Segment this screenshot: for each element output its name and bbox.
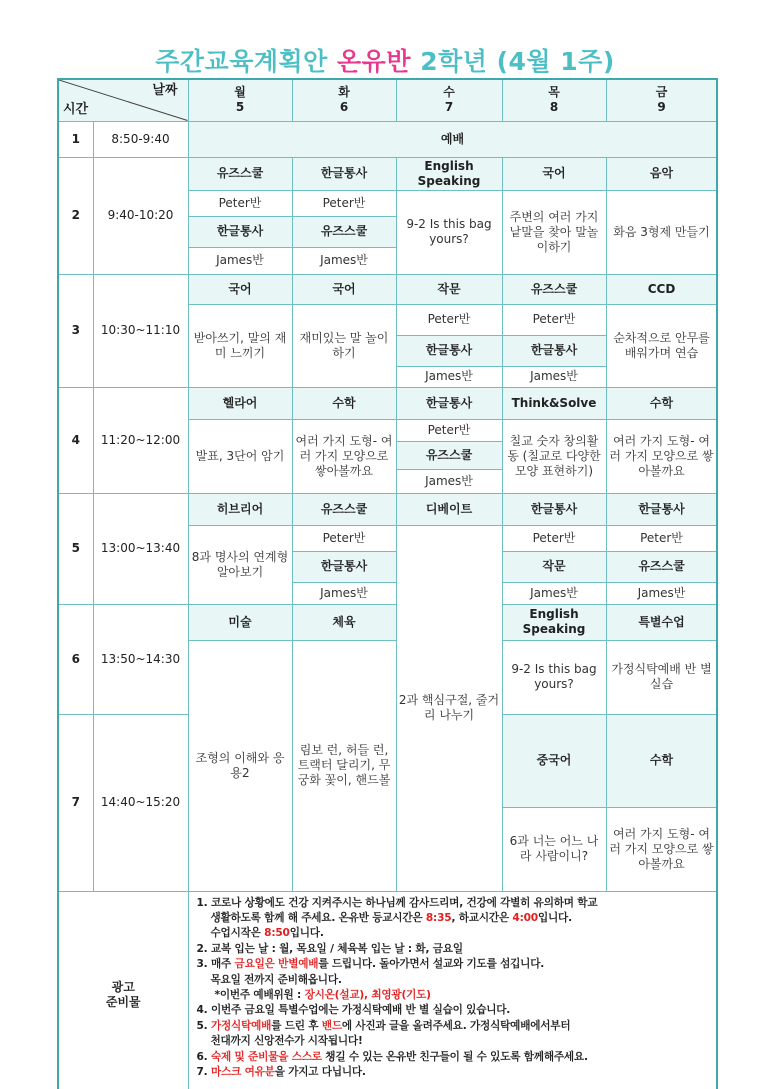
subject-cell: 한글통사 [502,493,606,525]
subject-cell: 수학 [606,714,717,807]
subject-cell: 디베이트 [396,493,502,525]
period-number: 1 [58,121,93,157]
header-tuesday: 화 6 [292,79,396,121]
title-grade-week: 2학년 (4월 1주) [420,47,615,76]
period-time: 9:40-10:20 [93,157,188,274]
corner-time-label: 시간 [63,102,89,118]
subject-cell: 작문 [396,274,502,304]
page-title [0,42,770,78]
notice-item: 6. 숙제 및 준비물을 스스로 챙길 수 있는 온유반 친구들이 될 수 있도록 함께해주세요. [196,1050,588,1063]
notice-item: 3. 매주 금요일은 반별예배를 드립니다. 돌아가면서 설교와 기도를 섬깁니다. [196,958,545,971]
subject-cell: 특별수업 [606,604,717,640]
weekly-schedule-table [57,78,718,1089]
period-number: 2 [58,157,93,274]
content-cell: 순차적으로 안무를 배워가며 연습 [606,304,717,387]
content-cell: 2과 핵심구절, 줄거리 나누기 [396,525,502,891]
notice-item: 목요일 전까지 준비해옵니다. [210,973,342,986]
content-cell: 여러 가지 도형- 여러 가지 모양으로 쌓아볼까요 [292,419,396,493]
subject-cell: 국어 [292,274,396,304]
title-main: 주간교육계획안 [155,47,328,76]
class-cell: Peter반 [292,525,396,551]
subject-cell: 한글통사 [502,335,606,366]
content-cell: 9-2 Is this bag yours? [396,190,502,274]
subject-cell: 유즈스쿨 [292,216,396,247]
notice-item: *이번주 예배위원 : 장시온(설교), 최영광(기도) [214,988,431,1001]
period-time: 11:20~12:00 [93,387,188,493]
subject-cell: 유즈스쿨 [188,157,292,190]
header-wednesday: 수 7 [396,79,502,121]
subject-cell: English Speaking [502,604,606,640]
corner-date-label: 날짜 [152,83,178,98]
period-number: 4 [58,387,93,493]
notice-heading-supplies: 준비물 [105,994,141,1009]
notice-item: 천대까지 신앙전수가 시작됩니다! [210,1035,363,1048]
period-time: 10:30~11:10 [93,274,188,387]
notice-heading-ad: 광고 [111,979,135,994]
class-cell: Peter반 [188,190,292,216]
content-cell: 림보 런, 허들 런, 트랙터 달리기, 무궁화 꽃이, 핸드볼 [292,640,396,891]
notice-item: 수업시작은 8:50입니다. [210,927,324,940]
class-cell: James반 [292,247,396,274]
subject-cell: 유즈스쿨 [606,551,717,582]
worship-cell: 예배 [188,121,717,157]
notice-content [188,891,717,1089]
subject-cell: 음악 [606,157,717,190]
subject-cell: 한글통사 [606,493,717,525]
period-time: 14:40~15:20 [93,714,188,891]
period-time: 13:50~14:30 [93,604,188,714]
content-cell: 9-2 Is this bag yours? [502,640,606,714]
class-cell: James반 [188,247,292,274]
content-cell: 가정식탁예배 반 별 실습 [606,640,717,714]
content-cell: 6과 너는 어느 나라 사람이니? [502,807,606,891]
subject-cell: 유즈스쿨 [502,274,606,304]
subject-cell: 헬라어 [188,387,292,419]
notice-item: 7. 마스크 여유분을 가지고 다닙니다. [196,1065,366,1078]
period-number: 5 [58,493,93,604]
subject-cell: 히브리어 [188,493,292,525]
content-cell: 재미있는 말 놀이하기 [292,304,396,387]
period-time: 8:50-9:40 [93,121,188,157]
subject-cell: 수학 [606,387,717,419]
header-thursday: 목 8 [502,79,606,121]
subject-cell: 국어 [188,274,292,304]
period-time: 13:00~13:40 [93,493,188,604]
subject-cell: 한글통사 [396,335,502,366]
subject-cell: 한글통사 [188,216,292,247]
subject-cell: 체육 [292,604,396,640]
content-cell: 칠교 숫자 창의활동 (칠교로 다양한 모양 표현하기) [502,419,606,493]
class-cell: Peter반 [396,419,502,441]
subject-cell: 유즈스쿨 [292,493,396,525]
subject-cell: 작문 [502,551,606,582]
class-cell: James반 [396,469,502,493]
class-cell: Peter반 [502,525,606,551]
period-number: 3 [58,274,93,387]
class-cell: James반 [606,582,717,604]
subject-cell: 국어 [502,157,606,190]
content-cell: 발표, 3단어 암기 [188,419,292,493]
notice-item: 생활하도록 함께 해 주세요. 온유반 등교시간은 8:35, 하교시간은 4:00입니다. [210,911,572,924]
class-cell: James반 [502,582,606,604]
notice-heading [58,891,188,1089]
content-cell: 주변의 여러 가지 낱말을 찾아 말놀이하기 [502,190,606,274]
notice-list [197,896,711,1081]
content-cell: 화음 3형제 만들기 [606,190,717,274]
class-cell: Peter반 [606,525,717,551]
class-cell: Peter반 [396,304,502,335]
class-cell: James반 [292,582,396,604]
header-friday: 금 9 [606,79,717,121]
header-corner [58,79,188,121]
subject-cell: 중국어 [502,714,606,807]
content-cell: 조형의 이해와 응용2 [188,640,292,891]
period-number: 7 [58,714,93,891]
subject-cell: 미술 [188,604,292,640]
subject-cell: 한글통사 [292,551,396,582]
class-cell: Peter반 [502,304,606,335]
period-number: 6 [58,604,93,714]
subject-cell: Think&Solve [502,387,606,419]
subject-cell: 한글통사 [396,387,502,419]
subject-cell: 유즈스쿨 [396,441,502,469]
title-class: 온유반 [337,47,411,76]
subject-cell: 한글통사 [292,157,396,190]
header-monday: 월 5 [188,79,292,121]
subject-cell: 수학 [292,387,396,419]
content-cell: 여러 가지 도형- 여러 가지 모양으로 쌓아볼까요 [606,419,717,493]
notice-item: 5. 가정식탁예배를 드린 후 밴드에 사진과 글을 올려주세요. 가정식탁예배에서부터 [196,1019,571,1032]
notice-item: 2. 교복 입는 날 : 월, 목요일 / 체육복 입는 날 : 화, 금요일 [196,942,463,955]
content-cell: 받아쓰기, 말의 재미 느끼기 [188,304,292,387]
subject-cell: CCD [606,274,717,304]
class-cell: James반 [396,366,502,387]
class-cell: Peter반 [292,190,396,216]
notice-item: 4. 이번주 금요일 특별수업에는 가정식탁예배 반 별 실습이 있습니다. [196,1004,511,1017]
content-cell: 8과 명사의 연계형 알아보기 [188,525,292,604]
content-cell: 여러 가지 도형- 여러 가지 모양으로 쌓아볼까요 [606,807,717,891]
notice-item: 1. 코로나 상황에도 건강 지켜주시는 하나님께 감사드리며, 건강에 각별히 유의하며 학교 [196,896,598,909]
subject-cell: English Speaking [396,157,502,190]
class-cell: James반 [502,366,606,387]
